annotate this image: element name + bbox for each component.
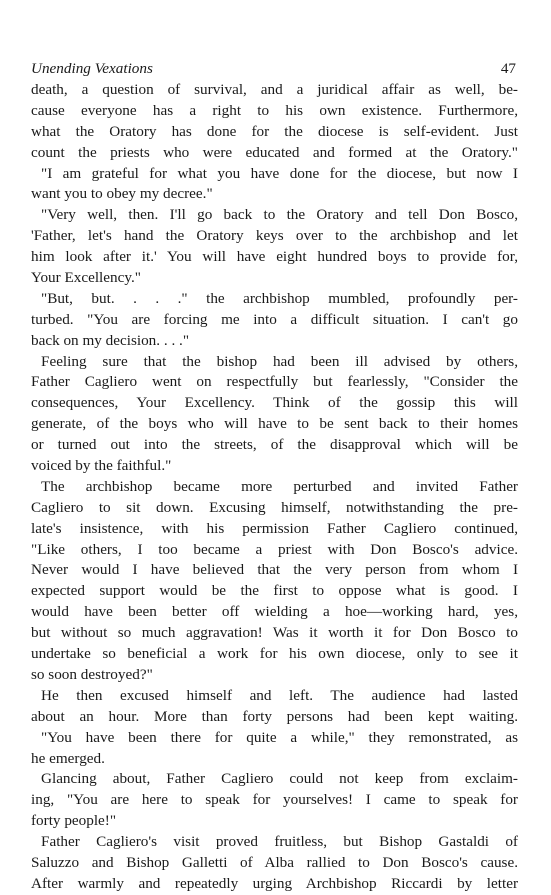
text-line: "I am grateful for what you have done for the diocese, but now I: [41, 164, 518, 182]
text-line: After warmly and repeatedly urging Archbishop Riccardi by letter: [31, 874, 518, 892]
text-line: about an hour. More than forty persons had been kept waiting.: [31, 707, 518, 725]
text-line: but without so much aggravation! Was it worth it for Don Bosco to: [31, 624, 518, 642]
text-line: Feeling sure that the bishop had been ill advised by others,: [41, 352, 518, 370]
text-line: would have been better off wielding a hoe—working hard, yes,: [31, 603, 518, 621]
text-line: Saluzzo and Bishop Galletti of Alba rallied to Don Bosco's cause.: [31, 853, 518, 871]
text-line: "Very well, then. I'll go back to the Oratory and tell Don Bosco,: [41, 206, 518, 224]
text-line: so soon destroyed?": [31, 665, 153, 683]
text-line: cause everyone has a right to his own existence. Furthermore,: [31, 101, 518, 119]
running-header: [31, 58, 518, 80]
text-line: "But, but. . . ." the archbishop mumbled, profoundly per-: [41, 289, 518, 307]
text-line: Cagliero to sit down. Excusing himself, notwithstanding the pre-: [31, 498, 518, 516]
text-line: Your Excellency.": [31, 269, 141, 287]
text-line: forty people!": [31, 812, 117, 830]
text-line: he emerged.: [31, 749, 105, 767]
text-line: Father Cagliero's visit proved fruitless, but Bishop Gastaldi of: [41, 833, 518, 851]
text-line: turbed. "You are forcing me into a difficult situation. I can't go: [31, 310, 518, 328]
text-line: expected support would be the first to oppose what is good. I: [31, 582, 518, 600]
text-line: consequences, Your Excellency. Think of the gossip this will: [31, 394, 518, 412]
text-line: want you to obey my decree.": [31, 185, 213, 203]
text-line: Father Cagliero went on respectfully but fearlessly, "Consider the: [31, 373, 518, 391]
running-title: Unending Vexations: [31, 60, 153, 77]
text-line: death, a question of survival, and a juridical affair as well, be-: [31, 81, 518, 98]
text-line: generate, of the boys who will have to be sent back to their homes: [31, 415, 518, 433]
text-line: 'Father, let's hand the Oratory keys over to the archbishop and let: [31, 227, 518, 245]
text-line: late's insistence, with his permission Father Cagliero continued,: [31, 519, 518, 537]
text-line: The archbishop became more perturbed and invited Father: [41, 477, 518, 495]
text-line: ing, "You are here to speak for yourselves! I came to speak for: [31, 791, 518, 809]
text-line: "You have been there for quite a while," they remonstrated, as: [41, 728, 518, 746]
book-page: [31, 58, 518, 895]
text-line: undertake so beneficial a work for his own diocese, only to see it: [31, 645, 518, 663]
body-text: [31, 80, 518, 895]
text-line: "Like others, I too became a priest with Don Bosco's advice.: [31, 540, 518, 558]
text-line: Glancing about, Father Cagliero could not keep from exclaim-: [41, 770, 518, 788]
text-line: back on my decision. . . .": [31, 331, 190, 349]
text-line: or turned out into the streets, of the disapproval which will be: [31, 436, 518, 454]
text-line: He then excused himself and left. The audience had lasted: [41, 686, 518, 704]
text-line: him look after it.' You will have eight hundred boys to provide for,: [31, 248, 518, 266]
page-number: 47: [500, 60, 516, 77]
text-line: Never would I have believed that the very person from whom I: [31, 561, 518, 579]
text-line: count the priests who were educated and formed at the Oratory.": [31, 143, 518, 161]
text-line: what the Oratory has done for the diocese is self-evident. Just: [31, 122, 518, 140]
text-line: voiced by the faithful.": [31, 457, 172, 475]
